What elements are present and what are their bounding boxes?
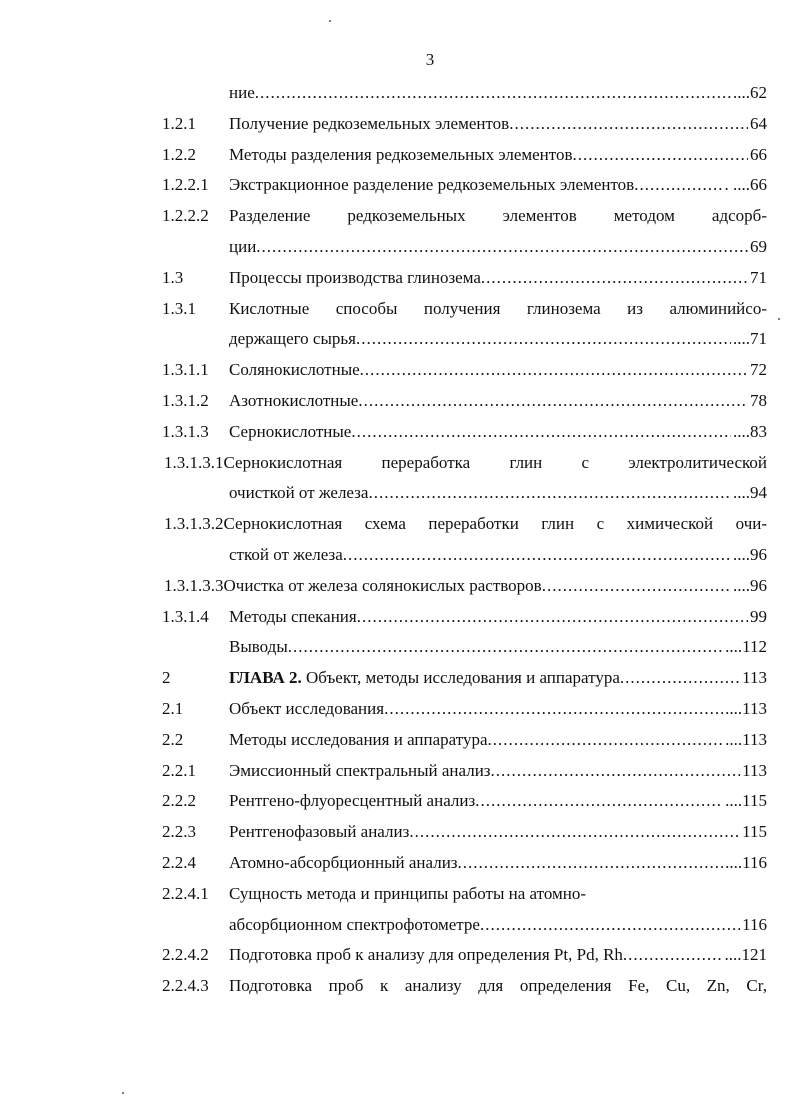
toc-entry-2-2-4-1-cont (0, 910, 799, 941)
toc-title: Рентгенофазовый анализ (229, 822, 410, 842)
page-number: 3 (425, 50, 435, 69)
toc-entry-1-3-1 (0, 294, 799, 325)
dot-leader (343, 540, 731, 571)
dot-leader (256, 232, 748, 263)
dot-leader (475, 786, 723, 817)
toc-title: сткой от железа (229, 544, 343, 564)
toc-number: 2.2.4.2 (162, 945, 209, 965)
toc-page: ....116 (725, 852, 767, 872)
toc-title-line (229, 632, 767, 663)
toc-title: Сернокислотные (229, 421, 352, 441)
dot-leader (542, 571, 731, 602)
toc-title-line (229, 725, 767, 756)
toc-title: Кислотные способы получения глинозема из алюминийсо- (229, 298, 767, 318)
toc-title: Процессы производства глинозема (229, 267, 481, 287)
toc-page: ....83 (733, 421, 767, 441)
dot-leader (481, 263, 748, 294)
toc-title-line (229, 817, 767, 848)
toc-title-line (229, 786, 767, 817)
toc-title-line (229, 140, 767, 171)
toc-title: Методы исследования и аппаратура (229, 729, 488, 749)
toc-title: абсорбционном спектрофотометре (229, 914, 480, 934)
toc-title-line (229, 417, 767, 448)
toc-number: 1.3 (162, 267, 184, 287)
dot-leader (409, 817, 740, 848)
toc-title: 1.3.1.3.3Очистка от железа солянокислых растворов (164, 575, 542, 595)
toc-entry-2-2-3 (0, 817, 799, 848)
toc-page: . ....66 (724, 175, 767, 195)
toc-title: Азотнокислотные (229, 390, 359, 410)
toc-title-line (229, 663, 767, 694)
toc-title: 1.3.1.3.2Сернокислотная схема переработки глин с химической очи- (164, 514, 767, 534)
toc-entry-1-3-1-1 (0, 355, 799, 386)
dot-leader (620, 663, 740, 694)
toc-title: Рентгено-флуоресцентный анализ (229, 791, 476, 811)
toc-number: 2 (162, 668, 171, 688)
scan-speck (122, 1092, 124, 1094)
toc-title-line (229, 263, 767, 294)
dot-leader (360, 355, 748, 386)
toc-page: ....113 (725, 698, 767, 718)
toc-title (229, 663, 620, 694)
toc-title-line (229, 848, 767, 879)
toc-title-line (229, 910, 767, 941)
toc-title: держащего сырья (229, 329, 356, 349)
toc-number: 2.2.4 (162, 852, 196, 872)
toc-number: 1.2.2 (162, 144, 196, 164)
toc-title: Получение редкоземельных элементов (229, 113, 510, 133)
toc-number: 2.2 (162, 729, 184, 749)
toc-page: ....96 (733, 544, 767, 564)
toc-title: Методы разделения редкоземельных элементов (229, 144, 573, 164)
dot-leader (351, 417, 731, 448)
toc-title-line (164, 571, 767, 602)
toc-entry-1-3-1-2 (0, 386, 799, 417)
chapter-title: Объект, методы исследования и аппаратура (301, 668, 620, 688)
toc-entry-2-2-4-2 (0, 940, 799, 971)
dot-leader (288, 632, 723, 663)
toc-page: 99 (750, 606, 767, 626)
dot-leader (491, 756, 741, 787)
toc-page: ....96 (733, 575, 767, 595)
toc-title-line (229, 232, 767, 263)
toc-entry-1-3-1-3-1-cont (0, 478, 799, 509)
toc-title-line (229, 756, 767, 787)
dot-leader (458, 848, 724, 879)
toc-title-line (229, 940, 767, 971)
toc-title-line (229, 324, 767, 355)
toc-page: ....94 (733, 483, 767, 503)
dot-leader (356, 324, 731, 355)
toc-entry-1-2-2-1 (0, 170, 799, 201)
toc-number: 1.3.1 (162, 298, 196, 318)
toc-page: 113 (742, 668, 767, 688)
toc-entry-1-3-1-3-2-cont (0, 540, 799, 571)
toc-page: ....121 (724, 945, 767, 965)
toc-number: 1.2.2.2 (162, 206, 209, 226)
toc-title-line (229, 694, 767, 725)
toc-page: ....71 (733, 329, 767, 349)
toc-title: Выводы (229, 637, 288, 657)
toc-page: 116 (742, 914, 767, 934)
toc-title: ние (229, 83, 255, 102)
toc-entry-1-3-1-3-3 (0, 571, 799, 602)
toc-number: 1.3.1.4 (162, 606, 209, 626)
toc-page: 78 (750, 390, 767, 410)
toc-title-line (229, 602, 767, 633)
toc-title-line (229, 355, 767, 386)
toc-entry-1-3-1-cont (0, 324, 799, 355)
toc-title-line (229, 478, 767, 509)
toc-number: 2.1 (162, 698, 184, 718)
dot-leader (480, 910, 740, 941)
toc-number: 1.3.1.1 (162, 360, 209, 380)
dot-leader (509, 109, 748, 140)
toc-title: 1.3.1.3.1Сернокислотная переработка глин с электролитической (164, 452, 767, 472)
toc-number: 2.2.2 (162, 791, 196, 811)
scan-speck (329, 20, 331, 22)
toc-title: Атомно-абсорбционный анализ (229, 852, 458, 872)
dot-leader (573, 140, 748, 171)
toc-page: ....115 (725, 791, 767, 811)
dot-leader (368, 478, 731, 509)
scan-speck (778, 318, 780, 320)
toc-number: 1.2.2.1 (162, 175, 209, 195)
toc-entry-1-3-1-3-2 (0, 509, 799, 540)
toc-entry-1-2-1 (0, 109, 799, 140)
toc-number: 1.2.1 (162, 113, 196, 133)
toc-number: 1.3.1.2 (162, 390, 209, 410)
toc-title: Солянокислотные (229, 360, 360, 380)
dot-leader (358, 386, 748, 417)
dot-leader (384, 694, 723, 725)
toc-entry-2-2-1 (0, 756, 799, 787)
toc-entry-2-2-4-3 (0, 971, 799, 1002)
toc-number: 2.2.4.3 (162, 976, 209, 996)
toc-entry-2-2 (0, 725, 799, 756)
toc-title-line (229, 109, 767, 140)
dot-leader (488, 725, 724, 756)
toc-page: 115 (742, 822, 767, 842)
toc-number: 2.2.3 (162, 822, 196, 842)
toc-title: Методы спекания (229, 606, 357, 626)
toc-title: Подготовка проб к анализу для определения Fe, Cu, Zn, Cr, (229, 976, 767, 996)
toc-entry-2-2-2 (0, 786, 799, 817)
toc-title-line (229, 540, 767, 571)
toc-title: Разделение редкоземельных элементов методом адсорб- (229, 206, 767, 226)
toc-page: ....113 (725, 729, 767, 749)
toc-title: Эмиссионный спектральный анализ (229, 760, 491, 780)
table-of-contents (0, 78, 799, 1002)
toc-entry-1-2-2 (0, 140, 799, 171)
toc-entry-conclusions (0, 632, 799, 663)
dot-leader (255, 78, 731, 109)
toc-page: 69 (750, 236, 767, 256)
toc-title: Экстракционное разделение редкоземельных элементов (229, 175, 635, 195)
toc-number: 2.2.4.1 (162, 883, 209, 903)
toc-page: ....112 (725, 637, 767, 657)
toc-title: Подготовка проб к анализу для определения Pt, Pd, Rh (229, 945, 623, 965)
toc-title: Объект исследования (229, 698, 385, 718)
toc-entry-continuation (0, 78, 799, 109)
toc-entry-1-3 (0, 263, 799, 294)
toc-entry-2-2-4-1 (0, 879, 799, 910)
toc-number: 2.2.1 (162, 760, 196, 780)
toc-page: 113 (742, 760, 767, 780)
toc-page: 64 (750, 113, 767, 133)
toc-entry-2-1 (0, 694, 799, 725)
dot-leader (623, 940, 723, 971)
toc-page: 72 (750, 360, 767, 380)
toc-entry-1-3-1-3-1 (0, 448, 799, 479)
toc-entry-1-3-1-3 (0, 417, 799, 448)
toc-page: 66 (750, 144, 767, 164)
toc-page: 71 (750, 267, 767, 287)
toc-title-line (229, 386, 767, 417)
toc-title-line (229, 78, 767, 109)
dot-leader (634, 170, 722, 201)
chapter-label: ГЛАВА 2. (229, 668, 302, 688)
toc-title-line (229, 170, 767, 201)
toc-entry-1-3-1-4 (0, 602, 799, 633)
toc-entry-1-2-2-2-cont (0, 232, 799, 263)
toc-entry-2-2-4 (0, 848, 799, 879)
toc-entry-chapter-2 (0, 663, 799, 694)
toc-entry-1-2-2-2 (0, 201, 799, 232)
toc-number: 1.3.1.3 (162, 421, 209, 441)
toc-page: ....62 (733, 83, 767, 102)
dot-leader (357, 602, 748, 633)
toc-title: Сущность метода и принципы работы на атомно- (229, 883, 587, 903)
toc-title: очисткой от железа (229, 483, 369, 503)
toc-title: ции (229, 236, 257, 256)
